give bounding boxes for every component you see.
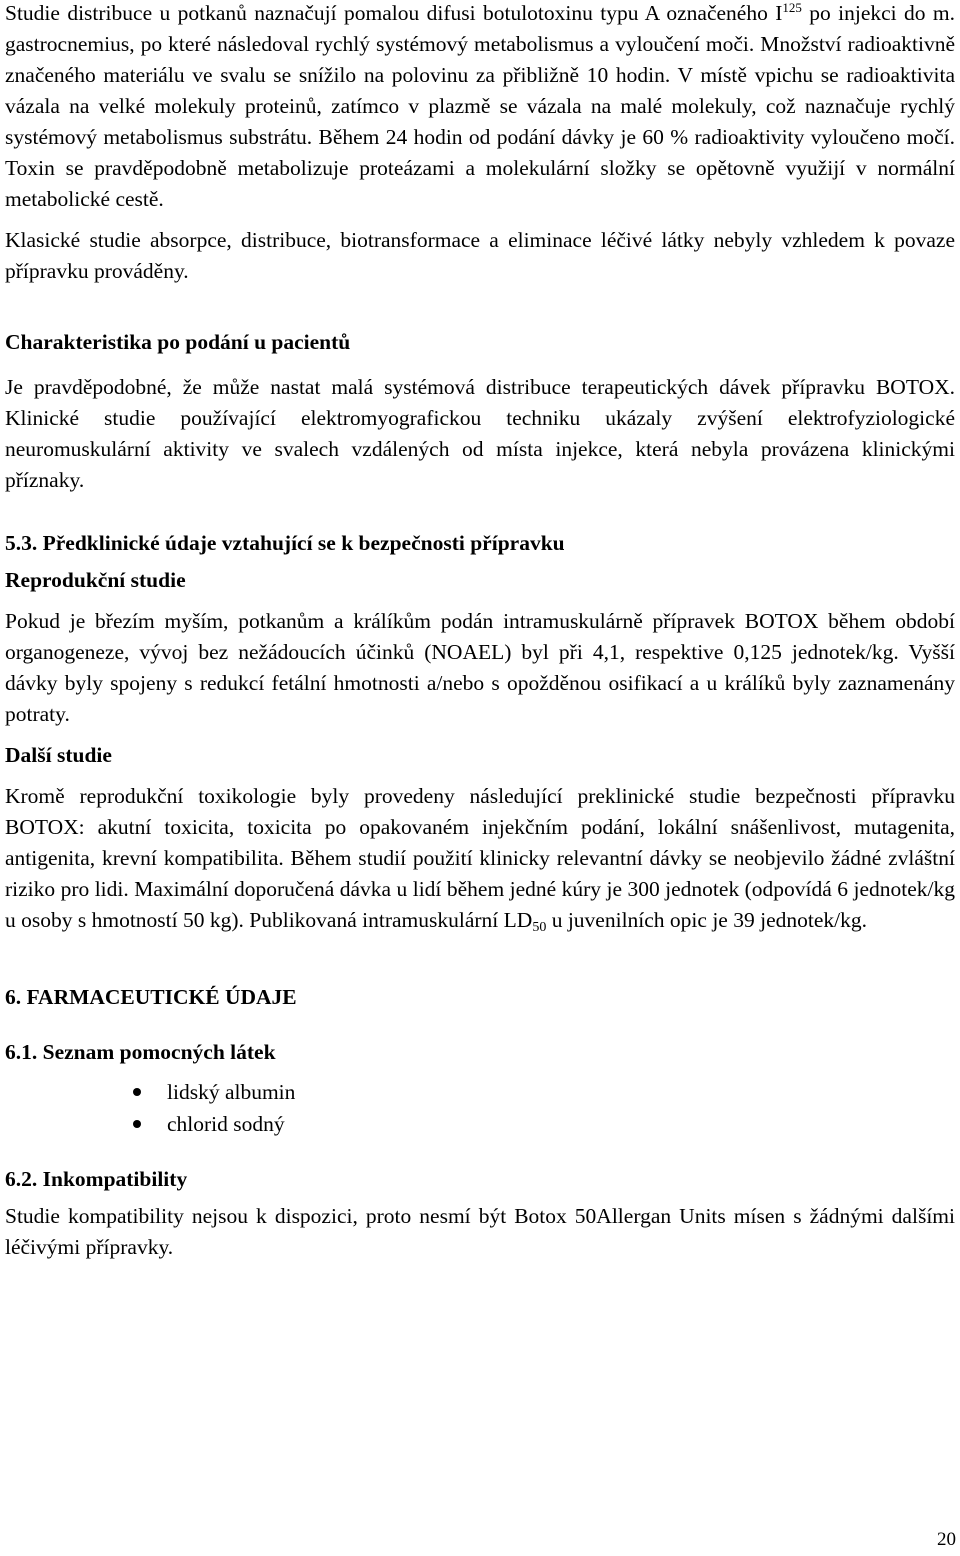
heading-other-studies: Další studie <box>5 743 112 767</box>
bullet-icon <box>133 1088 141 1096</box>
isotope-superscript: 125 <box>782 0 802 15</box>
paragraph-incompatibilities: Studie kompatibility nejsou k dispozici, proto nesmí být Botox 50Allergan Units mísen s žádnými dalšími léčivými přípravky. <box>5 1204 955 1259</box>
bullet-icon <box>133 1120 141 1128</box>
heading-section-6: 6. FARMACEUTICKÉ ÚDAJE <box>5 985 297 1009</box>
paragraph-reproductive: Pokud je březím myším, potkanům a králíkům podán intramuskulárně přípravek BOTOX během období organogeneze, vývoj bez nežádoucích účinků (NOAEL) byl při 4,1, respektive 0,125 jednotek/kg. Vyšší dávky byly spojeny s redukcí fetální hmotnosti a/nebo s opožděnou osifikací a u králíků byly zaznamenány potraty. <box>5 609 955 726</box>
heading-section-5-3: 5.3. Předklinické údaje vztahující se k bezpečnosti přípravku <box>5 531 565 555</box>
ld-subscript: 50 <box>532 920 547 935</box>
paragraph-other-studies: Kromě reprodukční toxikologie byly provedeny následující preklinické studie bezpečnosti přípravku BOTOX: akutní toxicita, toxicita po opakovaném injekčním podání, lokální snášenlivost, mutagenita, antigenita, krevní kompatibilita. Během studií použití klinicky relevantní dávky se neobjevilo žádné zvláštní riziko pro lidi. Maximální doporučená dávka u lidí během jedné kúry je 300 jednotek (odpovídá 6 jednotek/kg u osoby s hmotností 50 kg). Publikovaná intramuskulární $LD_{50}$ u juvenilních opic je 39 jednotek/kg. <box>5 784 955 935</box>
list-item: lidský albumin <box>5 1076 955 1108</box>
heading-reproductive-studies: Reprodukční studie <box>5 568 186 592</box>
page-number: 20 <box>937 1529 956 1550</box>
heading-section-6-1: 6.1. Seznam pomocných látek <box>5 1040 276 1064</box>
paragraph-distribution-rats: Studie distribuce u potkanů naznačují pomalou difusi botulotoxinu typu A označeného $I^{125}$ po injekci do m. gastrocnemius, po které následoval rychlý systémový metabolismus a vyloučení moči. Množství radioaktivně značeného materiálu ve svalu se snížilo na polovinu za přibližně 10 hodin. V místě vpichu se radioaktivita vázala na velké molekuly proteinů, zatímco v plazmě se vázala na malé molekuly, což naznačuje rychlý systémový metabolismus substrátu. Během 24 hodin od podání dávky je 60 % radioaktivity vyloučeno močí. Toxin se pravděpodobně metabolizuje proteázami a molekulární složky se opětovně využijí v normální metabolické cestě. <box>5 0 955 211</box>
paragraph-classic-studies: Klasické studie absorpce, distribuce, biotransformace a eliminace léčivé látky nebyly vzhledem k povaze přípravku prováděny. <box>5 228 955 283</box>
document-page <box>5 0 955 1263</box>
heading-section-6-2: 6.2. Inkompatibility <box>5 1167 188 1191</box>
paragraph-systemic-distribution: Je pravděpodobné, že může nastat malá systémová distribuce terapeutických dávek přípravku BOTOX. Klinické studie používající elektromyografickou techniku ukázaly zvýšení elektrofyziologické neuromuskulární aktivity ve svalech vzdálených od místa injekce, která nebyla provázena klinickými příznaky. <box>5 375 955 492</box>
list-item: chlorid sodný <box>5 1108 955 1140</box>
excipient-list <box>5 1076 955 1140</box>
heading-patient-characteristics: Charakteristika po podání u pacientů <box>5 330 351 354</box>
